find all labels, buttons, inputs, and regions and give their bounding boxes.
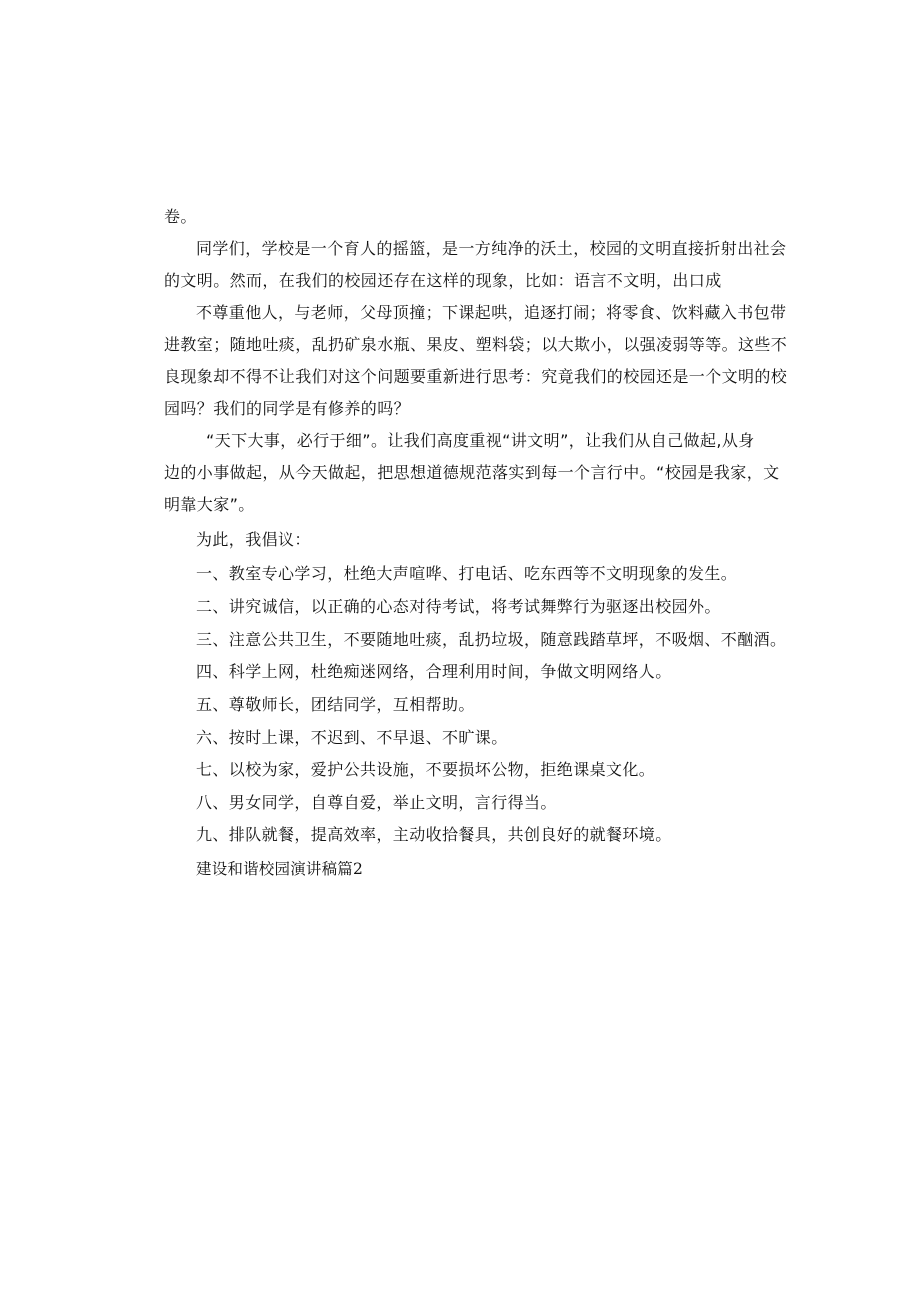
text-line: 园吗？我们的同学是有修养的吗？	[164, 399, 411, 418]
text-line: 进教室；随地吐痰，乱扔矿泉水瓶、果皮、塑料袋；以大欺小，以强凌弱等等。这些不	[164, 335, 788, 354]
proposal-item: 一、教室专心学习，杜绝大声喧哗、打电话、吃东西等不文明现象的发生。	[196, 564, 738, 583]
text-line: 卷。	[164, 207, 197, 226]
proposal-item: 三、注意公共卫生，不要随地吐痰，乱扔垃圾，随意践踏草坪，不吸烟、不酗酒。	[196, 630, 787, 649]
text-line: 边的小事做起，从今天做起，把思想道德规范落实到每一个言行中。“校园是我家，文	[164, 463, 780, 482]
proposal-item: 九、排队就餐，提高效率，主动收拾餐具，共创良好的就餐环境。	[196, 825, 672, 844]
paragraph-line: 不尊重他人，与老师，父母顶撞；下课起哄，追逐打闹；将零食、饮料藏入书包带	[196, 303, 787, 322]
text-line: 明靠大家”。	[164, 495, 255, 514]
section-heading: 建设和谐校园演讲稿篇2	[196, 860, 364, 878]
proposal-item: 六、按时上课，不迟到、不早退、不旷课。	[196, 728, 508, 747]
paragraph-line: 同学们，学校是一个育人的摇篮，是一方纯净的沃土，校园的文明直接折射出社会	[196, 239, 787, 258]
paragraph-line: 为此，我倡议：	[196, 530, 311, 549]
paragraph-line: “天下大事，必行于细”。让我们高度重视“讲文明”，让我们从自己做起,从身	[206, 431, 755, 450]
text-line: 的文明。然而，在我们的校园还存在这样的现象，比如：语言不文明，出口成	[164, 271, 722, 290]
proposal-item: 二、讲究诚信，以正确的心态对待考试，将考试舞弊行为驱逐出校园外。	[196, 597, 721, 616]
proposal-item: 八、男女同学，自尊自爱，举止文明，言行得当。	[196, 793, 557, 812]
proposal-item: 四、科学上网，杜绝痴迷网络，合理利用时间，争做文明网络人。	[196, 662, 672, 681]
text-line: 良现象却不得不让我们对这个问题要重新进行思考：究竟我们的校园还是一个文明的校	[164, 367, 788, 386]
proposal-item: 五、尊敬师长，团结同学，互相帮助。	[196, 695, 475, 714]
proposal-item: 七、以校为家，爱护公共设施，不要损坏公物，拒绝课桌文化。	[196, 760, 656, 779]
